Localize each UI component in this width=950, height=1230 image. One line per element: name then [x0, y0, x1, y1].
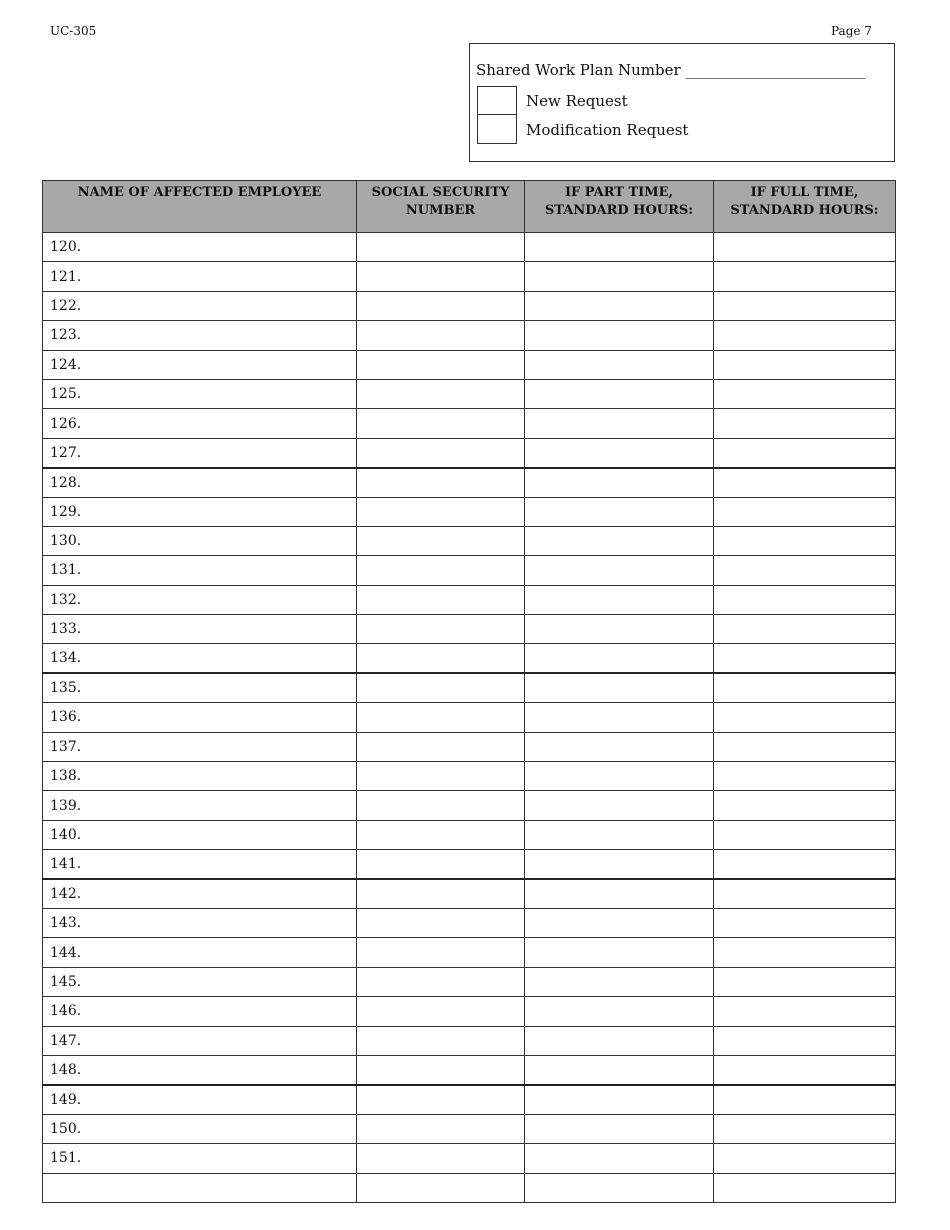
table-row	[43, 703, 896, 732]
full-time-hours-cell[interactable]	[714, 879, 896, 908]
table-header-row	[43, 181, 896, 233]
full-time-hours-cell[interactable]	[714, 1114, 896, 1143]
ssn-cell[interactable]	[357, 233, 525, 262]
employee-name-cell[interactable]: 120.	[43, 233, 357, 262]
employee-name-cell[interactable]: 131.	[43, 556, 357, 585]
full-time-hours-cell[interactable]	[714, 908, 896, 937]
part-time-hours-cell[interactable]	[525, 1144, 714, 1173]
employee-name-cell[interactable]: 129.	[43, 497, 357, 526]
table-row	[43, 879, 896, 908]
full-time-hours-cell[interactable]	[714, 997, 896, 1026]
ssn-cell[interactable]	[357, 585, 525, 614]
employee-name-cell[interactable]: 147.	[43, 1026, 357, 1055]
part-time-hours-cell[interactable]	[525, 497, 714, 526]
part-time-hours-cell[interactable]	[525, 762, 714, 791]
employee-name-cell[interactable]: 149.	[43, 1085, 357, 1114]
modification-request-checkbox[interactable]	[477, 115, 517, 144]
table-row	[43, 938, 896, 967]
table-row	[43, 644, 896, 673]
table-body	[43, 233, 896, 1203]
ssn-cell[interactable]	[357, 967, 525, 996]
ssn-cell[interactable]	[357, 556, 525, 585]
table-row	[43, 585, 896, 614]
table-row	[43, 379, 896, 408]
full-time-hours-cell[interactable]	[714, 938, 896, 967]
table-row	[43, 409, 896, 438]
full-time-hours-cell[interactable]	[714, 703, 896, 732]
ssn-cell[interactable]	[357, 379, 525, 408]
ssn-cell[interactable]	[357, 615, 525, 644]
table-row	[43, 820, 896, 849]
part-time-hours-cell[interactable]	[525, 644, 714, 673]
table-row	[43, 526, 896, 555]
ssn-cell[interactable]	[357, 879, 525, 908]
ssn-cell[interactable]	[357, 1055, 525, 1084]
ssn-cell[interactable]	[357, 1173, 525, 1202]
ssn-cell[interactable]	[357, 1114, 525, 1143]
ssn-cell[interactable]	[357, 762, 525, 791]
part-time-hours-cell[interactable]	[525, 938, 714, 967]
full-time-hours-cell[interactable]	[714, 967, 896, 996]
part-time-hours-cell[interactable]	[525, 703, 714, 732]
full-time-hours-cell[interactable]	[714, 556, 896, 585]
shared-work-plan-number-field[interactable]: Shared Work Plan Number ________________________	[476, 61, 866, 79]
employee-name-cell[interactable]: 146.	[43, 997, 357, 1026]
employee-name-cell[interactable]: 139.	[43, 791, 357, 820]
new-request-option	[477, 86, 777, 115]
page-number: Page 7	[831, 24, 872, 38]
employee-name-cell[interactable]: 141.	[43, 850, 357, 879]
employee-name-cell[interactable]: 138.	[43, 762, 357, 791]
employee-name-cell[interactable]: 122.	[43, 291, 357, 320]
table-row	[43, 233, 896, 262]
full-time-hours-cell[interactable]	[714, 1026, 896, 1055]
table-row	[43, 673, 896, 702]
modification-request-label: Modification Request	[526, 121, 689, 139]
employee-name-cell[interactable]: 127.	[43, 438, 357, 467]
part-time-hours-cell[interactable]	[525, 879, 714, 908]
employee-name-cell[interactable]: 134.	[43, 644, 357, 673]
ssn-cell[interactable]	[357, 938, 525, 967]
employee-name-cell[interactable]: 144.	[43, 938, 357, 967]
table-row	[43, 1114, 896, 1143]
full-time-hours-cell[interactable]	[714, 409, 896, 438]
full-time-hours-cell[interactable]	[714, 1173, 896, 1202]
employee-name-cell[interactable]: 126.	[43, 409, 357, 438]
full-time-hours-cell[interactable]	[714, 1144, 896, 1173]
full-time-hours-cell[interactable]	[714, 644, 896, 673]
column-header-full-time-hours: IF FULL TIME, STANDARD HOURS:	[714, 181, 896, 233]
table-row	[43, 438, 896, 467]
table-row	[43, 262, 896, 291]
new-request-checkbox[interactable]	[477, 86, 517, 115]
part-time-hours-cell[interactable]	[525, 438, 714, 467]
full-time-hours-cell[interactable]	[714, 1085, 896, 1114]
employee-name-cell[interactable]: 132.	[43, 585, 357, 614]
table-row	[43, 967, 896, 996]
table-row	[43, 732, 896, 761]
ssn-cell[interactable]	[357, 997, 525, 1026]
full-time-hours-cell[interactable]	[714, 673, 896, 702]
ssn-cell[interactable]	[357, 526, 525, 555]
full-time-hours-cell[interactable]	[714, 526, 896, 555]
full-time-hours-cell[interactable]	[714, 379, 896, 408]
part-time-hours-cell[interactable]	[525, 997, 714, 1026]
full-time-hours-cell[interactable]	[714, 1055, 896, 1084]
table-row	[43, 762, 896, 791]
full-time-hours-cell[interactable]	[714, 468, 896, 497]
employee-name-cell[interactable]: 135.	[43, 673, 357, 702]
ssn-cell[interactable]	[357, 1026, 525, 1055]
table-row	[43, 556, 896, 585]
full-time-hours-cell[interactable]	[714, 233, 896, 262]
part-time-hours-cell[interactable]	[525, 1055, 714, 1084]
part-time-hours-cell[interactable]	[525, 262, 714, 291]
part-time-hours-cell[interactable]	[525, 526, 714, 555]
ssn-cell[interactable]	[357, 673, 525, 702]
part-time-hours-cell[interactable]	[525, 820, 714, 849]
part-time-hours-cell[interactable]	[525, 1173, 714, 1202]
part-time-hours-cell[interactable]	[525, 291, 714, 320]
ssn-cell[interactable]	[357, 820, 525, 849]
full-time-hours-cell[interactable]	[714, 497, 896, 526]
employee-name-cell[interactable]	[43, 1173, 357, 1202]
column-header-social-security: SOCIAL SECURITY NUMBER	[357, 181, 525, 233]
full-time-hours-cell[interactable]	[714, 438, 896, 467]
ssn-cell[interactable]	[357, 1085, 525, 1114]
employee-name-cell[interactable]: 151.	[43, 1144, 357, 1173]
table-row	[43, 321, 896, 350]
full-time-hours-cell[interactable]	[714, 615, 896, 644]
full-time-hours-cell[interactable]	[714, 850, 896, 879]
part-time-hours-cell[interactable]	[525, 967, 714, 996]
ssn-cell[interactable]	[357, 732, 525, 761]
table-row	[43, 1055, 896, 1084]
part-time-hours-cell[interactable]	[525, 379, 714, 408]
employee-name-cell[interactable]: 128.	[43, 468, 357, 497]
plan-info-box	[469, 43, 895, 162]
full-time-hours-cell[interactable]	[714, 291, 896, 320]
full-time-hours-cell[interactable]	[714, 820, 896, 849]
ssn-cell[interactable]	[357, 468, 525, 497]
table-row	[43, 1173, 896, 1202]
part-time-hours-cell[interactable]	[525, 615, 714, 644]
column-header-employee-name: NAME OF AFFECTED EMPLOYEE	[43, 181, 357, 233]
ssn-cell[interactable]	[357, 1144, 525, 1173]
full-time-hours-cell[interactable]	[714, 762, 896, 791]
part-time-hours-cell[interactable]	[525, 1026, 714, 1055]
part-time-hours-cell[interactable]	[525, 585, 714, 614]
table-row	[43, 997, 896, 1026]
column-header-part-time-hours: IF PART TIME, STANDARD HOURS:	[525, 181, 714, 233]
employee-name-cell[interactable]: 124.	[43, 350, 357, 379]
table-row	[43, 1026, 896, 1055]
ssn-cell[interactable]	[357, 497, 525, 526]
full-time-hours-cell[interactable]	[714, 791, 896, 820]
ssn-cell[interactable]	[357, 791, 525, 820]
table-row	[43, 1085, 896, 1114]
new-request-label: New Request	[526, 92, 628, 110]
part-time-hours-cell[interactable]	[525, 732, 714, 761]
table-row	[43, 291, 896, 320]
part-time-hours-cell[interactable]	[525, 791, 714, 820]
employee-name-cell[interactable]: 121.	[43, 262, 357, 291]
ssn-cell[interactable]	[357, 644, 525, 673]
ssn-cell[interactable]	[357, 321, 525, 350]
part-time-hours-cell[interactable]	[525, 350, 714, 379]
part-time-hours-cell[interactable]	[525, 1085, 714, 1114]
table-row	[43, 350, 896, 379]
full-time-hours-cell[interactable]	[714, 321, 896, 350]
table-row	[43, 615, 896, 644]
full-time-hours-cell[interactable]	[714, 350, 896, 379]
ssn-cell[interactable]	[357, 291, 525, 320]
table-row	[43, 908, 896, 937]
employee-name-cell[interactable]: 143.	[43, 908, 357, 937]
part-time-hours-cell[interactable]	[525, 233, 714, 262]
employee-name-cell[interactable]: 140.	[43, 820, 357, 849]
ssn-cell[interactable]	[357, 850, 525, 879]
part-time-hours-cell[interactable]	[525, 468, 714, 497]
ssn-cell[interactable]	[357, 438, 525, 467]
employee-name-cell[interactable]: 123.	[43, 321, 357, 350]
part-time-hours-cell[interactable]	[525, 1114, 714, 1143]
employee-name-cell[interactable]: 137.	[43, 732, 357, 761]
table-row	[43, 850, 896, 879]
employee-name-cell[interactable]: 150.	[43, 1114, 357, 1143]
part-time-hours-cell[interactable]	[525, 673, 714, 702]
form-code: UC-305	[50, 24, 97, 38]
employee-name-cell[interactable]: 136.	[43, 703, 357, 732]
table-row	[43, 791, 896, 820]
ssn-cell[interactable]	[357, 350, 525, 379]
employee-name-cell[interactable]: 145.	[43, 967, 357, 996]
full-time-hours-cell[interactable]	[714, 585, 896, 614]
employee-name-cell[interactable]: 148.	[43, 1055, 357, 1084]
employee-name-cell[interactable]: 142.	[43, 879, 357, 908]
ssn-cell[interactable]	[357, 908, 525, 937]
ssn-cell[interactable]	[357, 703, 525, 732]
affected-employees-table	[42, 180, 896, 1203]
part-time-hours-cell[interactable]	[525, 908, 714, 937]
part-time-hours-cell[interactable]	[525, 850, 714, 879]
employee-name-cell[interactable]: 133.	[43, 615, 357, 644]
part-time-hours-cell[interactable]	[525, 321, 714, 350]
table-row	[43, 468, 896, 497]
modification-request-option	[477, 115, 777, 144]
full-time-hours-cell[interactable]	[714, 262, 896, 291]
table-row	[43, 1144, 896, 1173]
table-row	[43, 497, 896, 526]
full-time-hours-cell[interactable]	[714, 732, 896, 761]
ssn-cell[interactable]	[357, 409, 525, 438]
employee-name-cell[interactable]: 125.	[43, 379, 357, 408]
part-time-hours-cell[interactable]	[525, 409, 714, 438]
ssn-cell[interactable]	[357, 262, 525, 291]
employee-name-cell[interactable]: 130.	[43, 526, 357, 555]
part-time-hours-cell[interactable]	[525, 556, 714, 585]
